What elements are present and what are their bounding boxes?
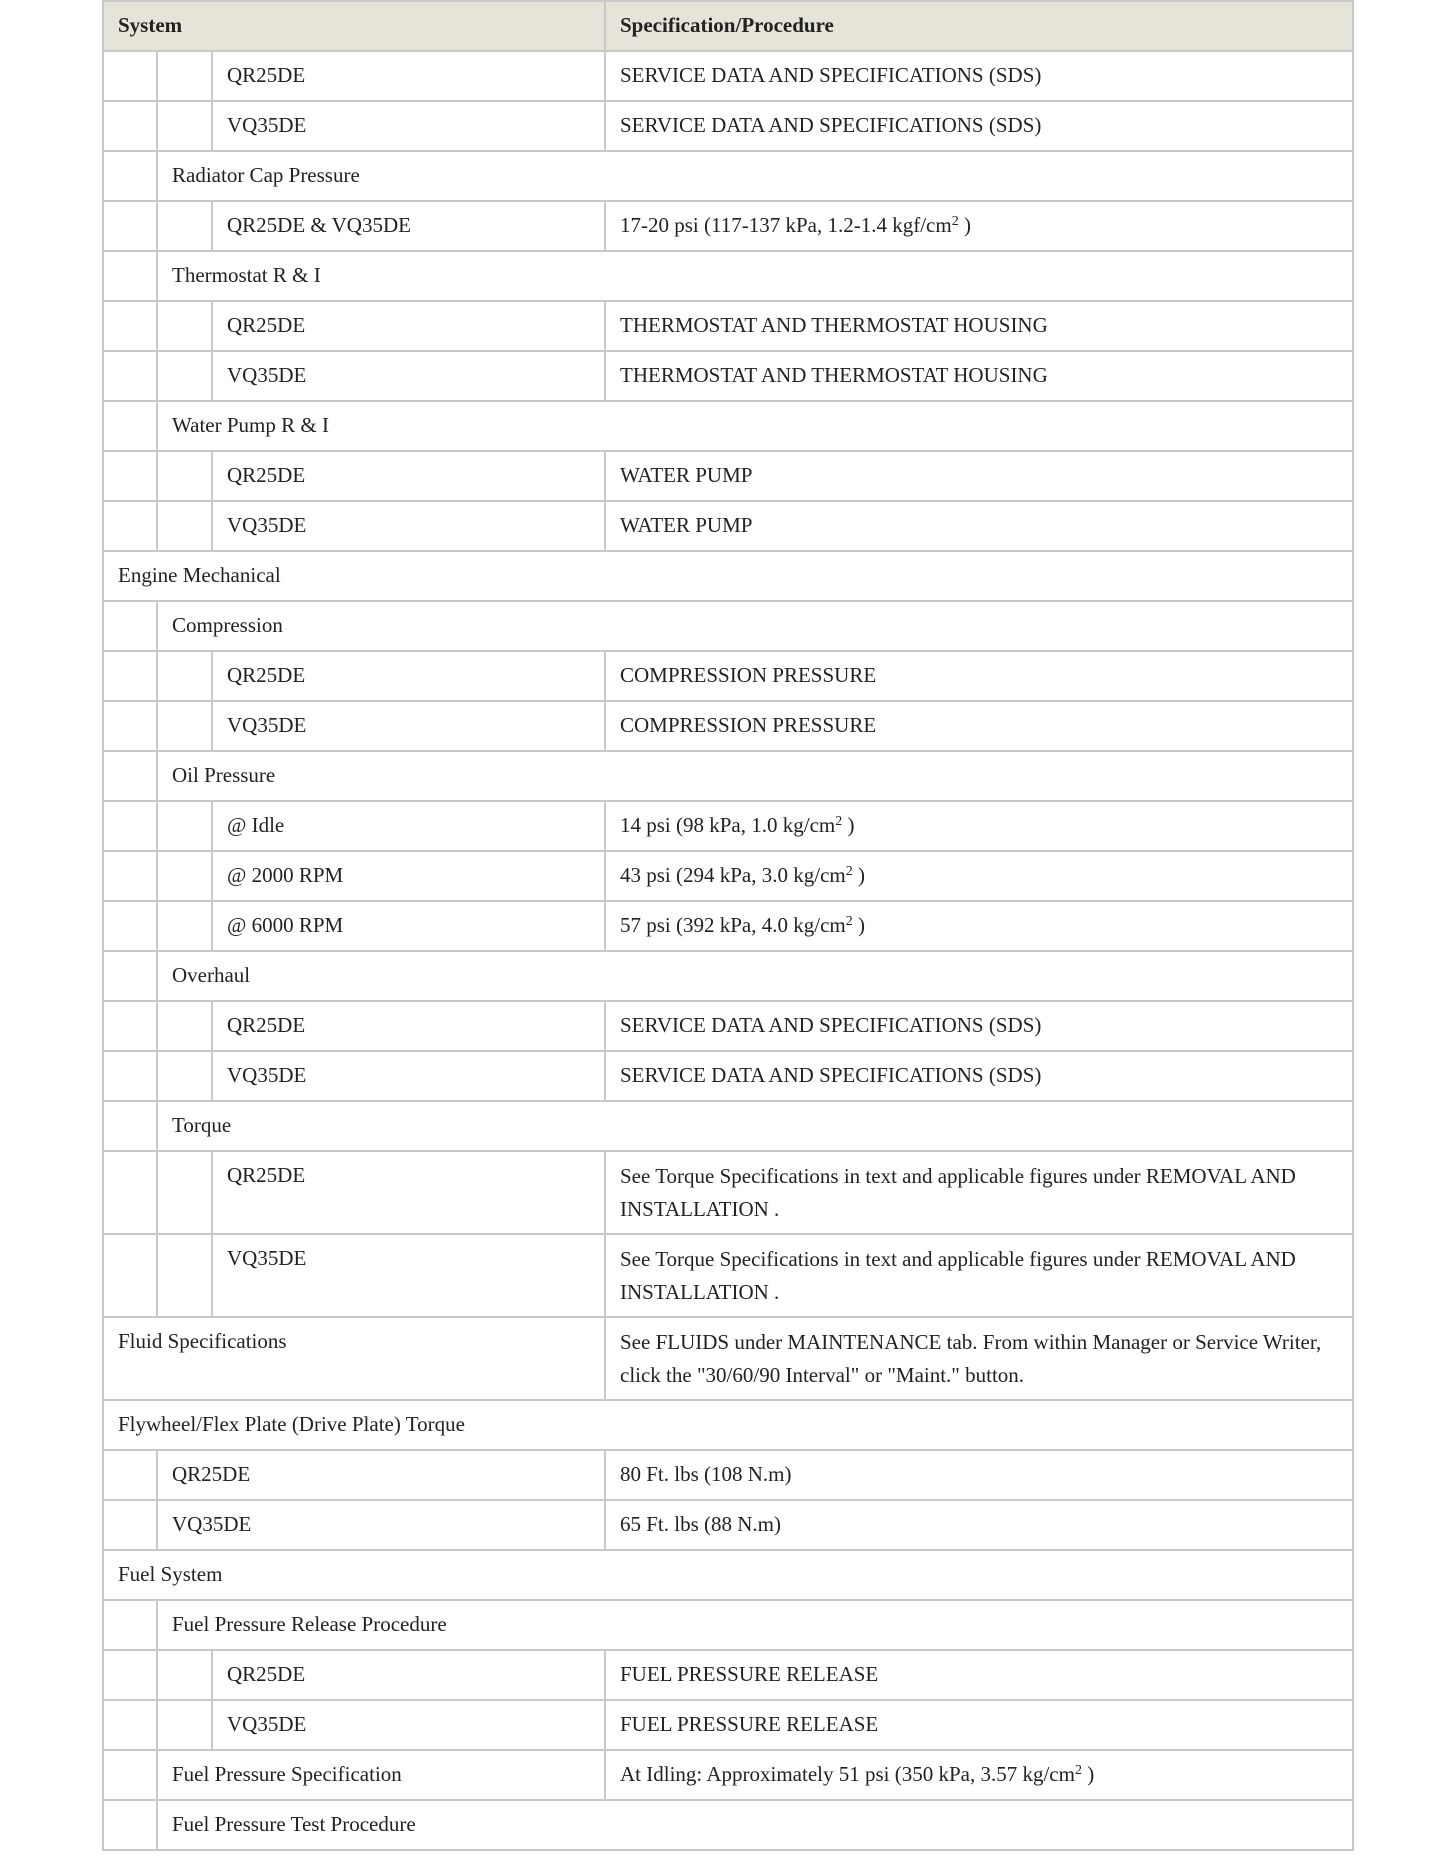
table-row (103, 101, 1353, 151)
subsection-label: Radiator Cap Pressure (157, 151, 1353, 201)
row-value: THERMOSTAT AND THERMOSTAT HOUSING (605, 301, 1353, 351)
row-value: See Torque Specifications in text and applicable figures under REMOVAL AND INSTALLATION . (605, 1151, 1353, 1234)
header-specification: Specification/Procedure (605, 1, 1353, 51)
table-row (103, 1750, 1353, 1800)
row-label: QR25DE & VQ35DE (212, 201, 605, 251)
row-label: VQ35DE (157, 1500, 605, 1550)
row-label: VQ35DE (212, 1700, 605, 1750)
table-row (103, 751, 1353, 801)
table-row (103, 1101, 1353, 1151)
table-row (103, 901, 1353, 951)
row-value: 17-20 psi (117-137 kPa, 1.2-1.4 kgf/$cm^2$ ) (605, 201, 1353, 251)
table-row (103, 301, 1353, 351)
subsection-label: Fuel Pressure Test Procedure (157, 1800, 1353, 1850)
table-row (103, 51, 1353, 101)
row-value: SERVICE DATA AND SPECIFICATIONS (SDS) (605, 51, 1353, 101)
table-row (103, 651, 1353, 701)
table-row (103, 1600, 1353, 1650)
row-value: SERVICE DATA AND SPECIFICATIONS (SDS) (605, 1051, 1353, 1101)
subsection-label: Thermostat R & I (157, 251, 1353, 301)
row-label: @ Idle (212, 801, 605, 851)
row-value: 14 psi (98 kPa, 1.0 $kg/cm^2$ ) (605, 801, 1353, 851)
row-label: QR25DE (212, 1151, 605, 1234)
row-label: QR25DE (212, 51, 605, 101)
row-label: VQ35DE (212, 1051, 605, 1101)
subsection-label: Overhaul (157, 951, 1353, 1001)
row-value: At Idling: Approximately 51 psi (350 kPa, 3.57 $kg/cm^2$ ) (605, 1750, 1353, 1800)
table-row (103, 401, 1353, 451)
row-value: COMPRESSION PRESSURE (605, 651, 1353, 701)
table-row (103, 551, 1353, 601)
row-label: VQ35DE (212, 351, 605, 401)
row-value: SERVICE DATA AND SPECIFICATIONS (SDS) (605, 101, 1353, 151)
table-row (103, 251, 1353, 301)
table-row (103, 1051, 1353, 1101)
table-row (103, 351, 1353, 401)
subsection-label: Compression (157, 601, 1353, 651)
row-value: WATER PUMP (605, 451, 1353, 501)
row-value: COMPRESSION PRESSURE (605, 701, 1353, 751)
row-label: QR25DE (157, 1450, 605, 1500)
table-header-row (103, 1, 1353, 51)
row-value: See Torque Specifications in text and applicable figures under REMOVAL AND INSTALLATION . (605, 1234, 1353, 1317)
row-label: VQ35DE (212, 1234, 605, 1317)
table-row (103, 1700, 1353, 1750)
table-row (103, 451, 1353, 501)
section-label: Fuel System (103, 1550, 1353, 1600)
row-label: Fuel Pressure Specification (157, 1750, 605, 1800)
row-label: @ 2000 RPM (212, 851, 605, 901)
subsection-label: Water Pump R & I (157, 401, 1353, 451)
table-row (103, 1450, 1353, 1500)
table-row (103, 151, 1353, 201)
section-label: Fluid Specifications (103, 1317, 605, 1400)
specifications-table (102, 0, 1354, 1851)
row-label: QR25DE (212, 301, 605, 351)
row-value: SERVICE DATA AND SPECIFICATIONS (SDS) (605, 1001, 1353, 1051)
table-row (103, 801, 1353, 851)
row-value: FUEL PRESSURE RELEASE (605, 1700, 1353, 1750)
table-row (103, 1650, 1353, 1700)
table-row (103, 1317, 1353, 1400)
table-row (103, 1234, 1353, 1317)
row-label: VQ35DE (212, 101, 605, 151)
table-row (103, 1400, 1353, 1450)
section-label: Engine Mechanical (103, 551, 1353, 601)
section-label: Flywheel/Flex Plate (Drive Plate) Torque (103, 1400, 1353, 1450)
table-row (103, 1001, 1353, 1051)
row-label: VQ35DE (212, 501, 605, 551)
row-label: QR25DE (212, 1650, 605, 1700)
subsection-label: Oil Pressure (157, 751, 1353, 801)
row-label: QR25DE (212, 651, 605, 701)
row-label: @ 6000 RPM (212, 901, 605, 951)
row-value: 57 psi (392 kPa, 4.0 $kg/cm^2$ ) (605, 901, 1353, 951)
table-row (103, 201, 1353, 251)
table-row (103, 851, 1353, 901)
table-row (103, 1800, 1353, 1850)
table-row (103, 951, 1353, 1001)
row-value: 80 Ft. lbs (108 N.m) (605, 1450, 1353, 1500)
table-row (103, 1550, 1353, 1600)
table-row (103, 1151, 1353, 1234)
table-row (103, 701, 1353, 751)
subsection-label: Fuel Pressure Release Procedure (157, 1600, 1353, 1650)
row-value: 65 Ft. lbs (88 N.m) (605, 1500, 1353, 1550)
row-label: QR25DE (212, 451, 605, 501)
table-row (103, 1500, 1353, 1550)
table-row (103, 601, 1353, 651)
row-label: QR25DE (212, 1001, 605, 1051)
row-value: WATER PUMP (605, 501, 1353, 551)
row-value: THERMOSTAT AND THERMOSTAT HOUSING (605, 351, 1353, 401)
row-value: FUEL PRESSURE RELEASE (605, 1650, 1353, 1700)
table-row (103, 501, 1353, 551)
row-label: VQ35DE (212, 701, 605, 751)
header-system: System (103, 1, 605, 51)
row-value: 43 psi (294 kPa, 3.0 $kg/cm^2$ ) (605, 851, 1353, 901)
row-value: See FLUIDS under MAINTENANCE tab. From within Manager or Service Writer, click the "30/60/90 Interval" or "Maint." button. (605, 1317, 1353, 1400)
subsection-label: Torque (157, 1101, 1353, 1151)
